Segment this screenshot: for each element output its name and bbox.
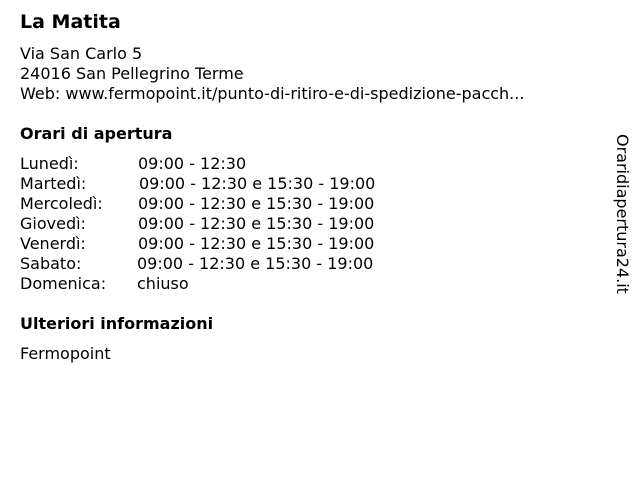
day-label: Domenica: bbox=[20, 274, 107, 293]
store-name: La Matita bbox=[20, 11, 121, 33]
day-hours: 09:00 - 12:30 e 15:30 - 19:00 bbox=[138, 234, 375, 253]
day-label: Mercoledì: bbox=[20, 194, 103, 213]
day-hours: 09:00 - 12:30 bbox=[138, 154, 247, 173]
store-address bbox=[20, 44, 524, 104]
day-hours: 09:00 - 12:30 e 15:30 - 19:00 bbox=[138, 194, 375, 213]
day-hours: 09:00 - 12:30 e 15:30 - 19:00 bbox=[137, 254, 374, 273]
day-label: Giovedì: bbox=[20, 214, 86, 233]
website-link[interactable]: Web: www.fermopoint.it/punto-di-ritiro-e-di-spedizione-pacch... bbox=[20, 84, 525, 103]
day-hours: 09:00 - 12:30 e 15:30 - 19:00 bbox=[138, 214, 375, 233]
city-address: 24016 San Pellegrino Terme bbox=[20, 64, 244, 83]
site-watermark: Oraridiapertura24.it bbox=[613, 134, 632, 294]
street-address: Via San Carlo 5 bbox=[20, 44, 143, 63]
day-hours: 09:00 - 12:30 e 15:30 - 19:00 bbox=[139, 174, 376, 193]
day-label: Lunedì: bbox=[20, 154, 79, 173]
day-label: Sabato: bbox=[20, 254, 82, 273]
day-hours: chiuso bbox=[137, 274, 189, 293]
opening-hours-title: Orari di apertura bbox=[20, 124, 173, 143]
more-info-text: Fermopoint bbox=[20, 344, 111, 363]
day-label: Venerdì: bbox=[20, 234, 86, 253]
more-info-title: Ulteriori informazioni bbox=[20, 314, 214, 333]
day-label: Martedì: bbox=[20, 174, 87, 193]
